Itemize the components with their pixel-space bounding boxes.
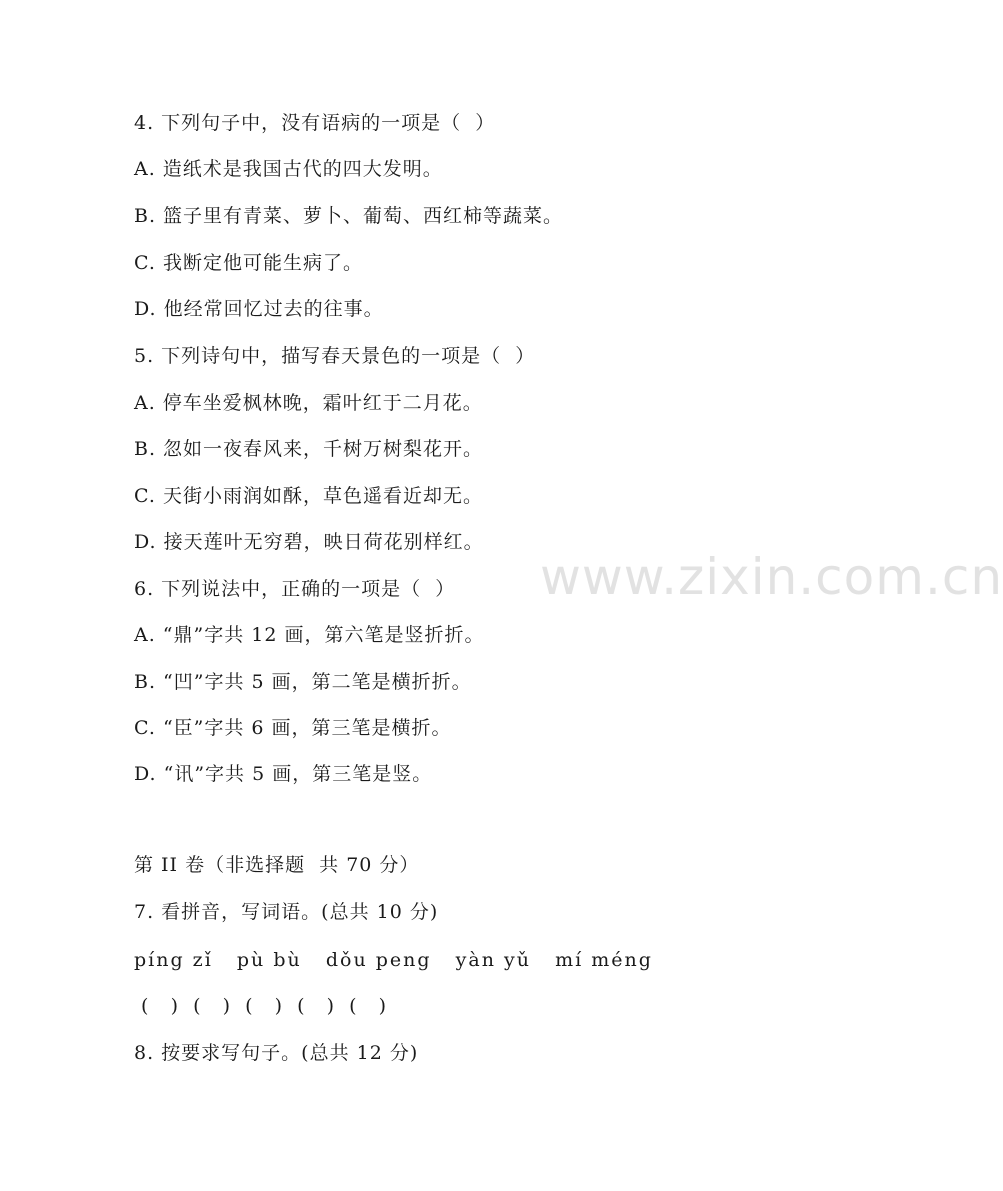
question-5-option-c: C. 天街小雨润如酥，草色遥看近却无。: [134, 485, 483, 507]
question-7-pinyin: píng zǐ pù bù dǒu peng yàn yǔ mí méng: [134, 949, 653, 971]
section-2-heading: 第 II 卷（非选择题 共 70 分）: [134, 854, 420, 876]
question-6-option-c: C. “臣”字共 6 画，第三笔是横折。: [134, 717, 452, 739]
question-8-stem: 8. 按要求写句子。(总共 12 分): [134, 1042, 419, 1064]
question-7-answer-blanks: ( ) ( ) ( ) ( ) ( ): [134, 995, 388, 1017]
question-6-option-a: A. “鼎”字共 12 画，第六笔是竖折折。: [134, 624, 485, 646]
question-6-stem: 6. 下列说法中，正确的一项是（ ）: [134, 578, 456, 600]
question-5-option-a: A. 停车坐爱枫林晚，霜叶红于二月花。: [134, 392, 483, 414]
question-5-option-d: D. 接天莲叶无穷碧，映日荷花别样红。: [134, 531, 484, 553]
question-4-option-b: B. 篮子里有青菜、萝卜、葡萄、西红柿等蔬菜。: [134, 205, 564, 227]
question-4-option-a: A. 造纸术是我国古代的四大发明。: [134, 158, 443, 180]
question-7-stem: 7. 看拼音，写词语。(总共 10 分): [134, 901, 439, 923]
question-6-option-d: D. “讯”字共 5 画，第三笔是竖。: [134, 763, 433, 785]
question-6-option-b: B. “凹”字共 5 画，第二笔是横折折。: [134, 671, 472, 693]
question-4-stem: 4. 下列句子中，没有语病的一项是（ ）: [134, 112, 496, 134]
question-5-stem: 5. 下列诗句中，描写春天景色的一项是（ ）: [134, 345, 536, 367]
question-4-option-d: D. 他经常回忆过去的往事。: [134, 298, 384, 320]
watermark: www.zixin.com.cn: [540, 548, 1003, 606]
question-5-option-b: B. 忽如一夜春风来，千树万树梨花开。: [134, 438, 484, 460]
question-4-option-c: C. 我断定他可能生病了。: [134, 252, 363, 274]
